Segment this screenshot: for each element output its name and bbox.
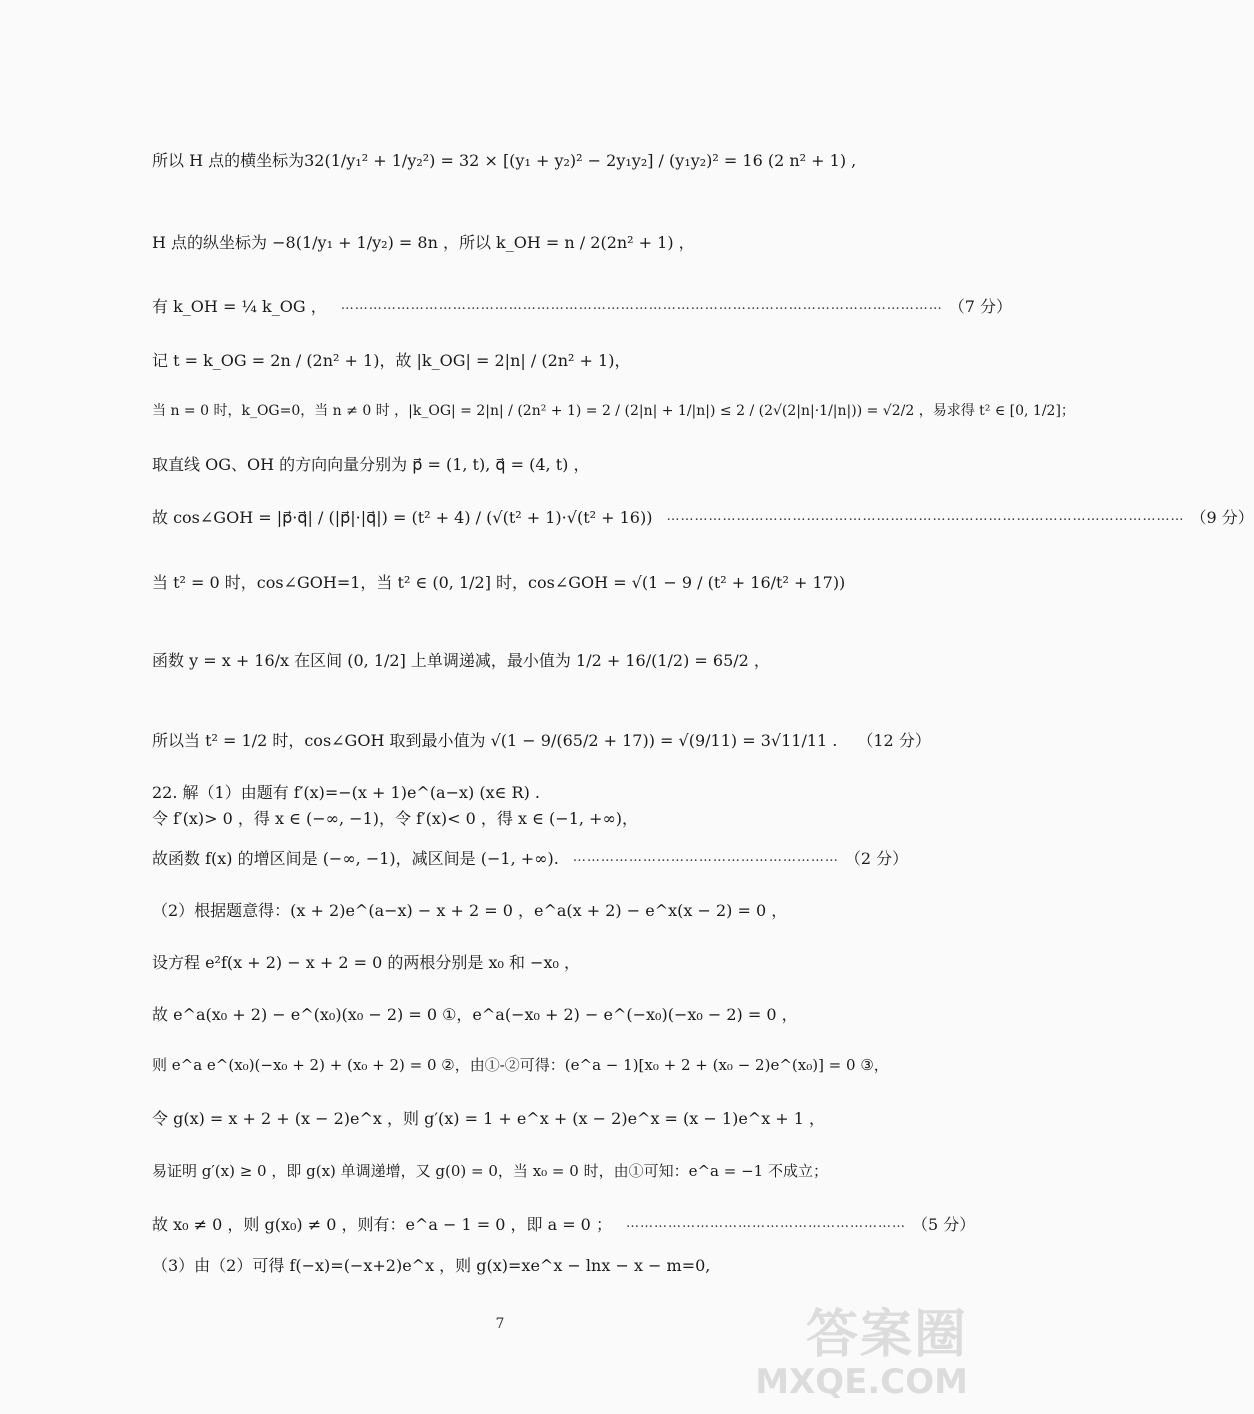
dot-leader: ………………………………………………… bbox=[572, 850, 839, 865]
line-text: 记 t = k_OG = 2n / (2n² + 1)，故 |k_OG| = 2|n| / (2n² + 1)， bbox=[152, 351, 631, 370]
dot-leader: ………………………………………………………………………………………………… bbox=[666, 509, 1185, 524]
solution-line bbox=[152, 1002, 850, 1025]
solution-line bbox=[152, 780, 850, 803]
line-text: 所以当 t² = 1/2 时，cos∠GOH 取到最小值为 √(1 − 9/(65/2 + 17)) = √(9/11) = 3√11/11 . bbox=[152, 731, 838, 750]
solution-line bbox=[152, 230, 850, 253]
page-number: 7 bbox=[495, 1316, 505, 1332]
line-text: 令 f′(x)> 0 ，得 x ∈ (−∞, −1)，令 f′(x)< 0 ，得 x ∈ (−1, +∞)， bbox=[152, 809, 639, 828]
line-text: 当 t² = 0 时，cos∠GOH=1，当 t² ∈ (0, 1/2] 时，cos∠GOH = √(1 − 9 / (t² + 16/t² + 17)) bbox=[152, 573, 846, 592]
solution-line bbox=[152, 898, 850, 921]
solution-line bbox=[152, 846, 909, 869]
watermark-top-text: 答案圈 bbox=[805, 1305, 968, 1365]
score-label: （9 分） bbox=[1190, 508, 1254, 527]
line-text: （3）由（2）可得 f(−x)=(−x+2)e^x ，则 g(x)=xe^x − lnx − x − m=0, bbox=[152, 1256, 711, 1275]
line-text: 取直线 OG、OH 的方向向量分别为 p⃗ = (1, t), q⃗ = (4, t) ， bbox=[152, 455, 590, 474]
solution-line bbox=[152, 1212, 976, 1235]
line-text: 设方程 e²f(x + 2) − x + 2 = 0 的两根分别是 x₀ 和 −x₀ ， bbox=[152, 953, 580, 972]
solution-line bbox=[152, 452, 850, 475]
watermark-logo bbox=[755, 1292, 968, 1402]
solution-line bbox=[152, 348, 850, 371]
solution-line bbox=[152, 950, 850, 973]
line-text: H 点的纵坐标为 −8(1/y₁ + 1/y₂) = 8n ，所以 k_OH = n / 2(2n² + 1) ， bbox=[152, 233, 695, 252]
line-text: 故 cos∠GOH = |p⃗·q⃗| / (|p⃗|·|q⃗|) = (t² + 4) / (√(t² + 1)·√(t² + 16)) bbox=[152, 508, 653, 527]
solution-line bbox=[152, 648, 850, 671]
line-text: 易证明 g′(x) ≥ 0 ，即 g(x) 单调递增，又 g(0) = 0，当 x₀ = 0 时，由①可知：e^a = −1 不成立； bbox=[152, 1162, 828, 1180]
solution-line bbox=[152, 400, 1075, 420]
solution-line bbox=[152, 505, 1254, 528]
solution-line bbox=[152, 728, 931, 751]
solution-line bbox=[152, 806, 850, 829]
line-text: 22. 解（1）由题有 f′(x)=−(x + 1)e^(a−x) (x∈ R) . bbox=[152, 783, 541, 802]
line-text: 故 x₀ ≠ 0 ，则 g(x₀) ≠ 0 ，则有：e^a − 1 = 0 ，即 a = 0 ； bbox=[152, 1215, 612, 1234]
line-text: 当 n = 0 时，k_OG=0，当 n ≠ 0 时 ，|k_OG| = 2|n| / (2n² + 1) = 2 / (2|n| + 1/|n|) ≤ 2 / (2√(2|n|·1/|n|)) = √2/2 ，易求得 t² ∈ [0, 1/2]； bbox=[152, 403, 1075, 419]
watermark-bottom-text: MXQE.COM bbox=[755, 1362, 968, 1402]
line-text: 则 e^a e^(x₀)(−x₀ + 2) + (x₀ + 2) = 0 ②，由①-②可得：(e^a − 1)[x₀ + 2 + (x₀ − 2)e^(x₀)] = 0 ③， bbox=[152, 1056, 889, 1074]
dot-leader: …………………………………………………… bbox=[625, 1216, 906, 1231]
line-text: 令 g(x) = x + 2 + (x − 2)e^x ，则 g′(x) = 1 + e^x + (x − 2)e^x = (x − 1)e^x + 1 ， bbox=[152, 1109, 826, 1128]
solution-line bbox=[152, 570, 850, 593]
score-label: （5 分） bbox=[911, 1215, 976, 1234]
solution-line bbox=[152, 1160, 850, 1181]
line-text: 函数 y = x + 16/x 在区间 (0, 1/2] 上单调递减，最小值为 1/2 + 16/(1/2) = 65/2 ， bbox=[152, 651, 770, 670]
solution-line bbox=[152, 1253, 850, 1276]
score-label: （2 分） bbox=[844, 849, 909, 868]
solution-line bbox=[152, 294, 1012, 317]
solution-line bbox=[152, 1054, 889, 1075]
line-text: 故函数 f(x) 的增区间是 (−∞, −1)，减区间是 (−1, +∞). bbox=[152, 849, 559, 868]
line-text: （2）根据题意得：(x + 2)e^(a−x) − x + 2 = 0 ，e^a(x + 2) − e^x(x − 2) = 0 ， bbox=[152, 901, 788, 920]
score-label: （7 分） bbox=[948, 297, 1012, 316]
solution-line bbox=[152, 148, 857, 171]
solution-line bbox=[152, 1106, 850, 1129]
line-text: 故 e^a(x₀ + 2) − e^(x₀)(x₀ − 2) = 0 ①，e^a(−x₀ + 2) − e^(−x₀)(−x₀ − 2) = 0 ， bbox=[152, 1005, 798, 1024]
line-text: 所以 H 点的横坐标为32(1/y₁² + 1/y₂²) = 32 × [(y₁ + y₂)² − 2y₁y₂] / (y₁y₂)² = 16 (2 n² + 1) , bbox=[152, 151, 857, 170]
line-text: 有 k_OH = ¼ k_OG ， bbox=[152, 297, 327, 316]
dot-leader: ………………………………………………………………………………………………………………… bbox=[340, 298, 943, 313]
score-label: （12 分） bbox=[857, 731, 931, 750]
